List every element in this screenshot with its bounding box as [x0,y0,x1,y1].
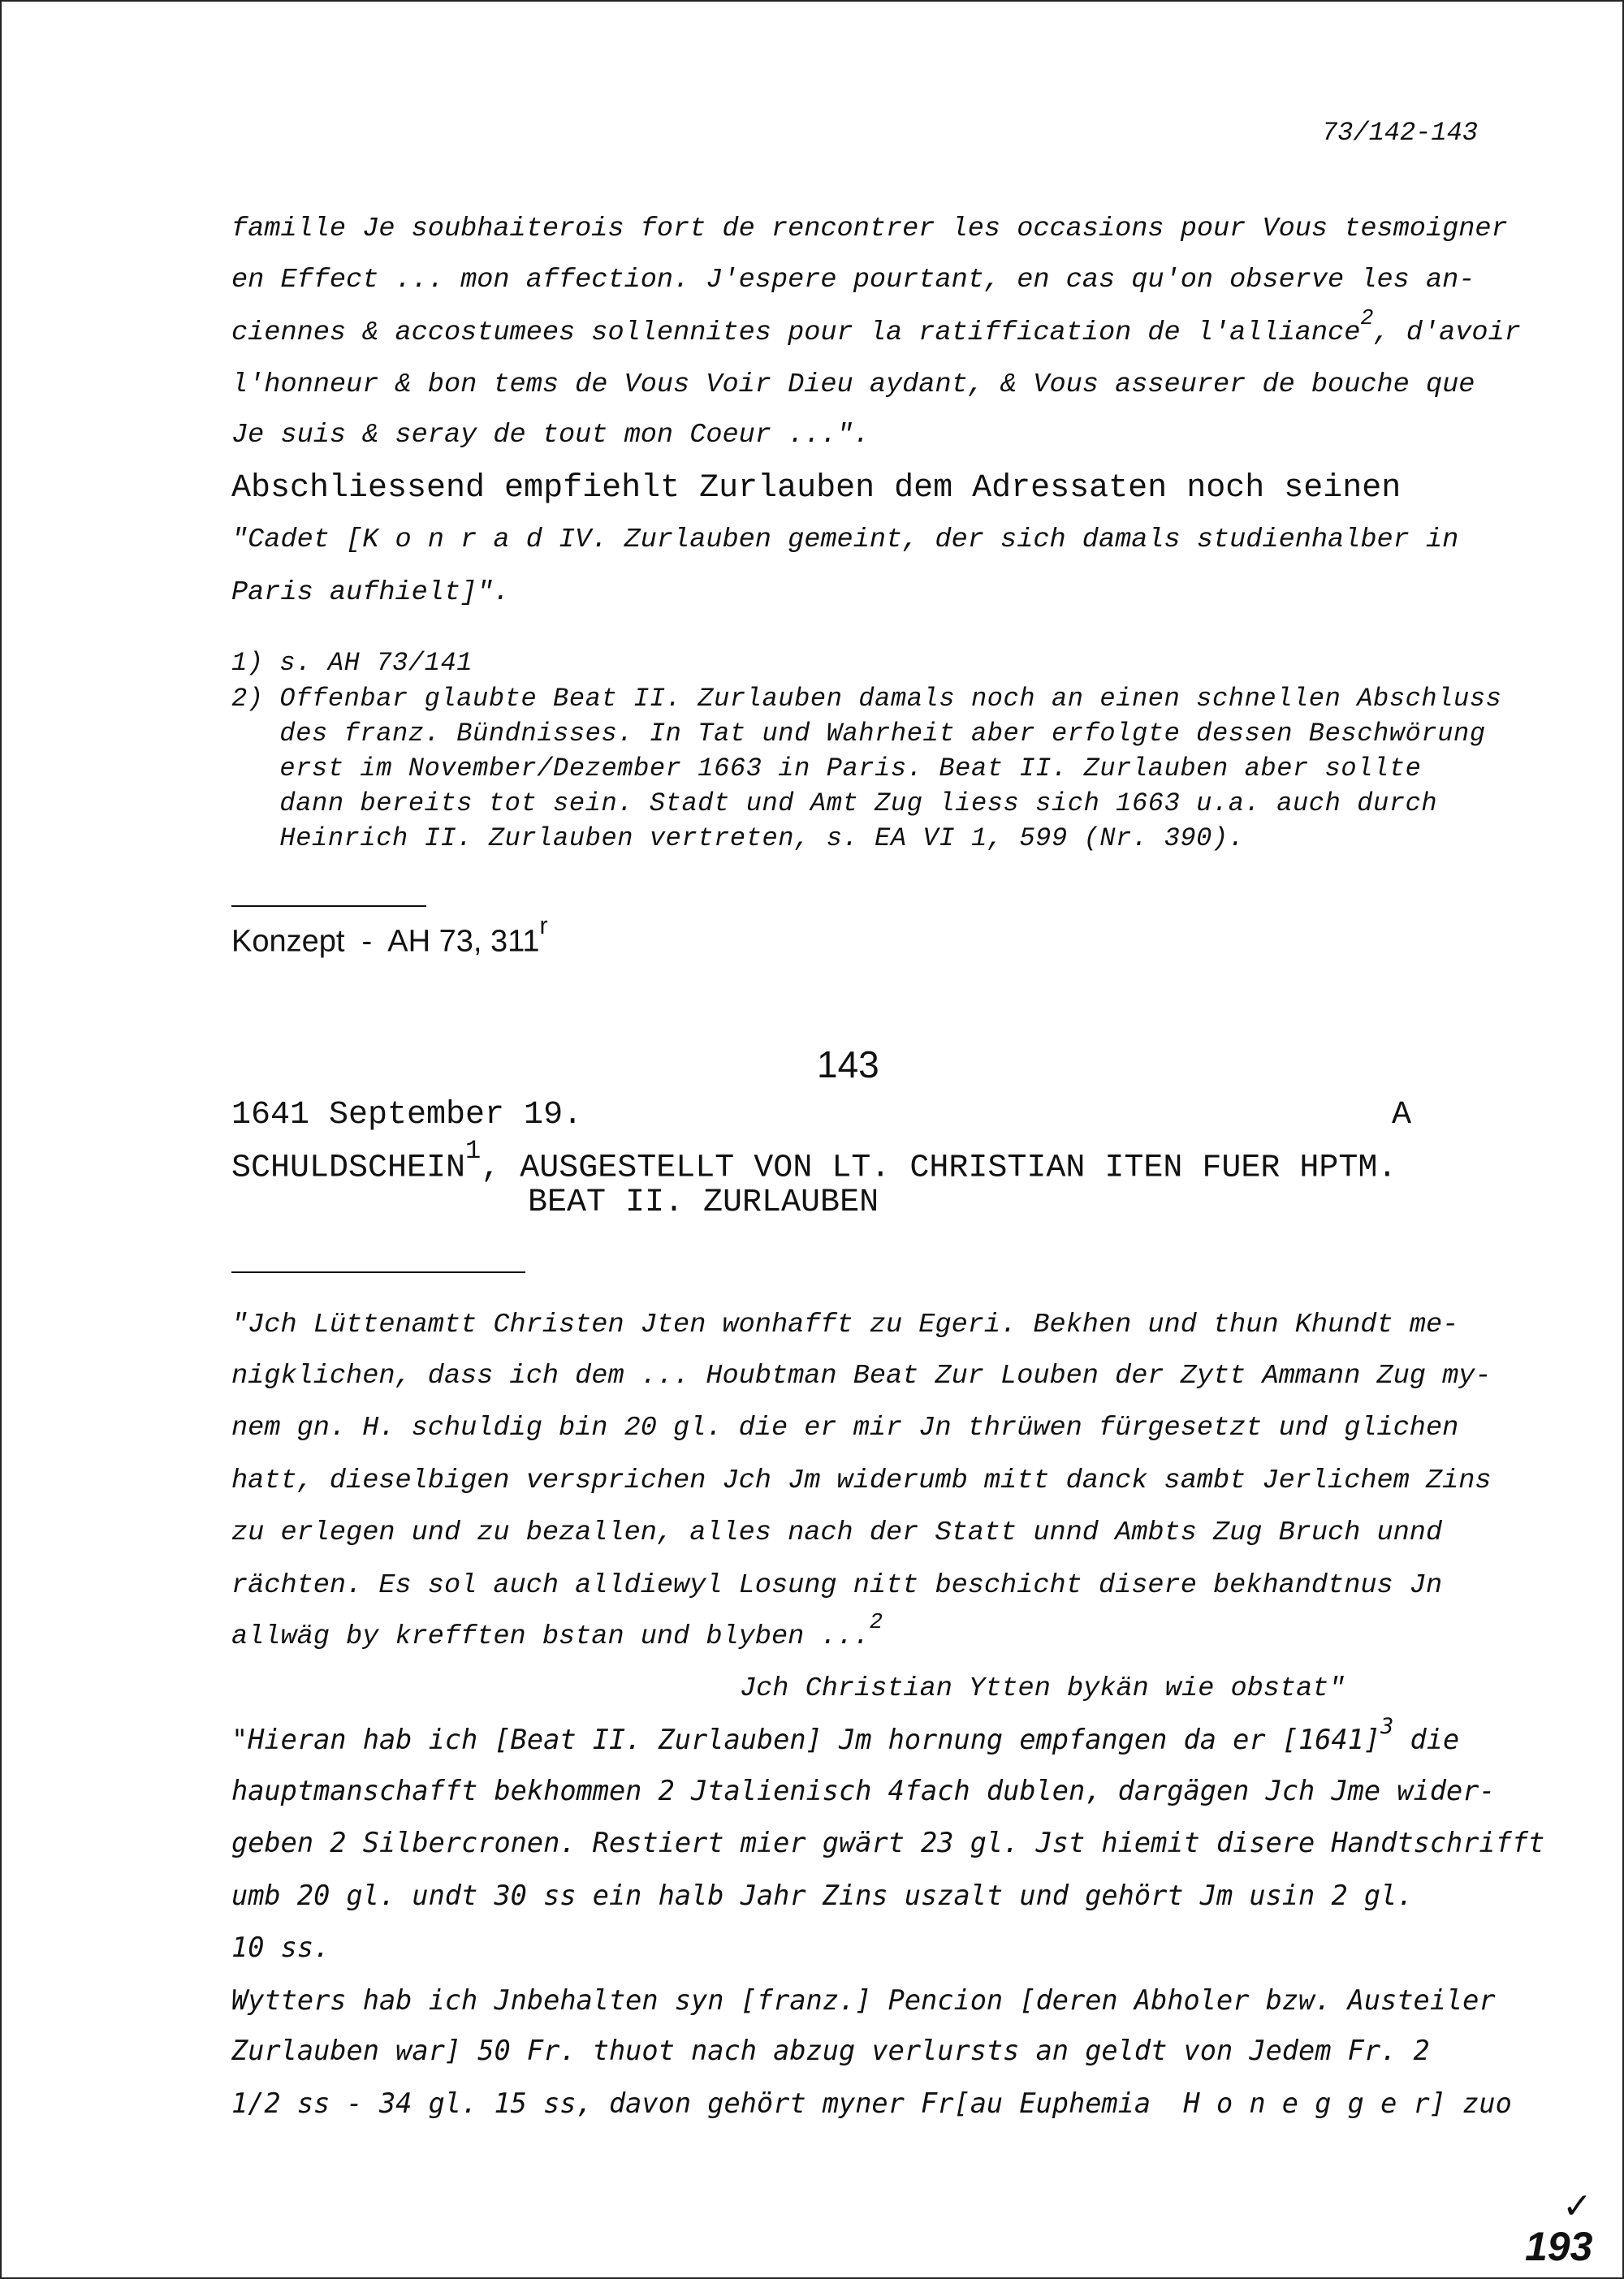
footnote-ref: 2 [1360,307,1374,331]
footnote: erst im November/Dezember 1663 in Paris. Beat II. Zurlauben aber sollte [231,753,1422,783]
source-reference [231,912,548,959]
document-title-line2: BEAT II. ZURLAUBEN [528,1185,879,1221]
document-number: 143 [817,1043,879,1086]
text-segment: , d'avoir [1373,317,1521,348]
footnote: 1) s. AH 73/141 [231,648,473,678]
divider [231,905,426,907]
letter-line [231,307,1521,348]
text-segment: ciennes & accostumees sollennites pour la ratiffication de l'alliance [231,317,1361,348]
summary-line: Abschliessend empfiehlt Zurlauben dem Adressaten noch seinen [231,470,1402,507]
text-segment: die [1393,1724,1460,1755]
note-line: 10 ss. [231,1932,330,1963]
note-line: hauptmanschafft bekhommen 2 Jtalienisch 4fach dublen, dargägen Jch Jme wider- [231,1775,1496,1806]
divider [231,1271,525,1273]
text-segment: SCHULDSCHEIN [231,1150,466,1187]
folio-number: 193 [1525,2224,1593,2269]
quote-line: rächten. Es sol auch alldiewyl Losung nitt beschicht disere bekhandtnus Jn [231,1570,1443,1601]
quote-line: nigklichen, dass ich dem ... Houbtman Beat Zur Louben der Zytt Ammann Zug my- [231,1361,1492,1392]
note-line: Wytters hab ich Jnbehalten syn [franz.] Pencion [deren Abholer bzw. Austeiler [231,1984,1496,2016]
check-mark-icon: ✓ [1562,2186,1592,2226]
document-marker: A [1392,1097,1412,1133]
quote-line: hatt, dieselbigen versprichen Jch Jm widerumb mitt danck sambt Jerlichem Zins [231,1465,1492,1496]
note-line [231,1714,1460,1755]
text-segment: , AUSGESTELLT VON LT. CHRISTIAN ITEN FUER HPTM. [481,1150,1397,1187]
document-date: 1641 September 19. [231,1097,583,1133]
footnote-ref: 2 [869,1611,883,1635]
footnote: 2) Offenbar glaubte Beat II. Zurlauben damals noch an einen schnellen Abschluss [231,684,1502,714]
footnote: Heinrich II. Zurlauben vertreten, s. EA VI 1, 599 (Nr. 390). [231,823,1245,853]
signature-line: Jch Christian Ytten bykän wie obstat" [740,1673,1345,1704]
note-line: umb 20 gl. undt 30 ss ein halb Jahr Zins uszalt und gehört Jm usin 2 gl. [231,1880,1414,1911]
quote-line [231,1611,883,1652]
letter-line: l'honneur & bon tems de Vous Voir Dieu aydant, & Vous asseurer de bouche que [231,369,1475,400]
cadet-line: Paris aufhielt]". [231,577,510,608]
text-segment: Konzept - AH 73, 311 [231,924,540,959]
footnote-ref: 1 [465,1136,482,1166]
letter-line: famille Je soubhaiterois fort de rencontrer les occasions pour Vous tesmoigner [231,214,1508,244]
document-title [231,1136,1397,1187]
footnote-ref: 3 [1380,1714,1394,1740]
page-reference: 73/142-143 [1321,118,1478,148]
footnote: dann bereits tot sein. Stadt und Amt Zug liess sich 1663 u.a. auch durch [231,788,1438,818]
letter-line: en Effect ... mon affection. J'espere pourtant, en cas qu'on observe les an- [231,265,1475,296]
quote-line: nem gn. H. schuldig bin 20 gl. die er mir Jn thrüwen fürgesetzt und glichen [231,1413,1459,1444]
recto-mark: r [539,912,548,939]
letter-line: Je suis & seray de tout mon Coeur ...". [231,420,870,451]
footnote: des franz. Bündnisses. In Tat und Wahrheit aber erfolgte dessen Beschwörung [231,719,1486,749]
quote-line: "Jch Lüttenamtt Christen Jten wonhafft zu Egeri. Bekhen und thun Khundt me- [231,1310,1459,1340]
note-line: Zurlauben war] 50 Fr. thuot nach abzug verlursts an geldt von Jedem Fr. 2 [231,2035,1430,2066]
quote-line: zu erlegen und zu bezallen, alles nach der Statt unnd Ambts Zug Bruch unnd [231,1517,1443,1548]
note-line: 1/2 ss - 34 gl. 15 ss, davon gehört myner Fr[au Euphemia H o n e g g e r] zuo [231,2087,1512,2119]
text-segment: allwäg by krefften bstan und blyben ... [231,1621,870,1652]
note-line: geben 2 Silbercronen. Restiert mier gwärt 23 gl. Jst hiemit disere Handtschrifft [231,1827,1545,1858]
cadet-line: "Cadet [K o n r a d IV. Zurlauben gemeint, der sich damals studienhalber in [231,524,1459,555]
text-segment: "Hieran hab ich [Beat II. Zurlauben] Jm hornung empfangen da er [1641] [231,1724,1381,1755]
